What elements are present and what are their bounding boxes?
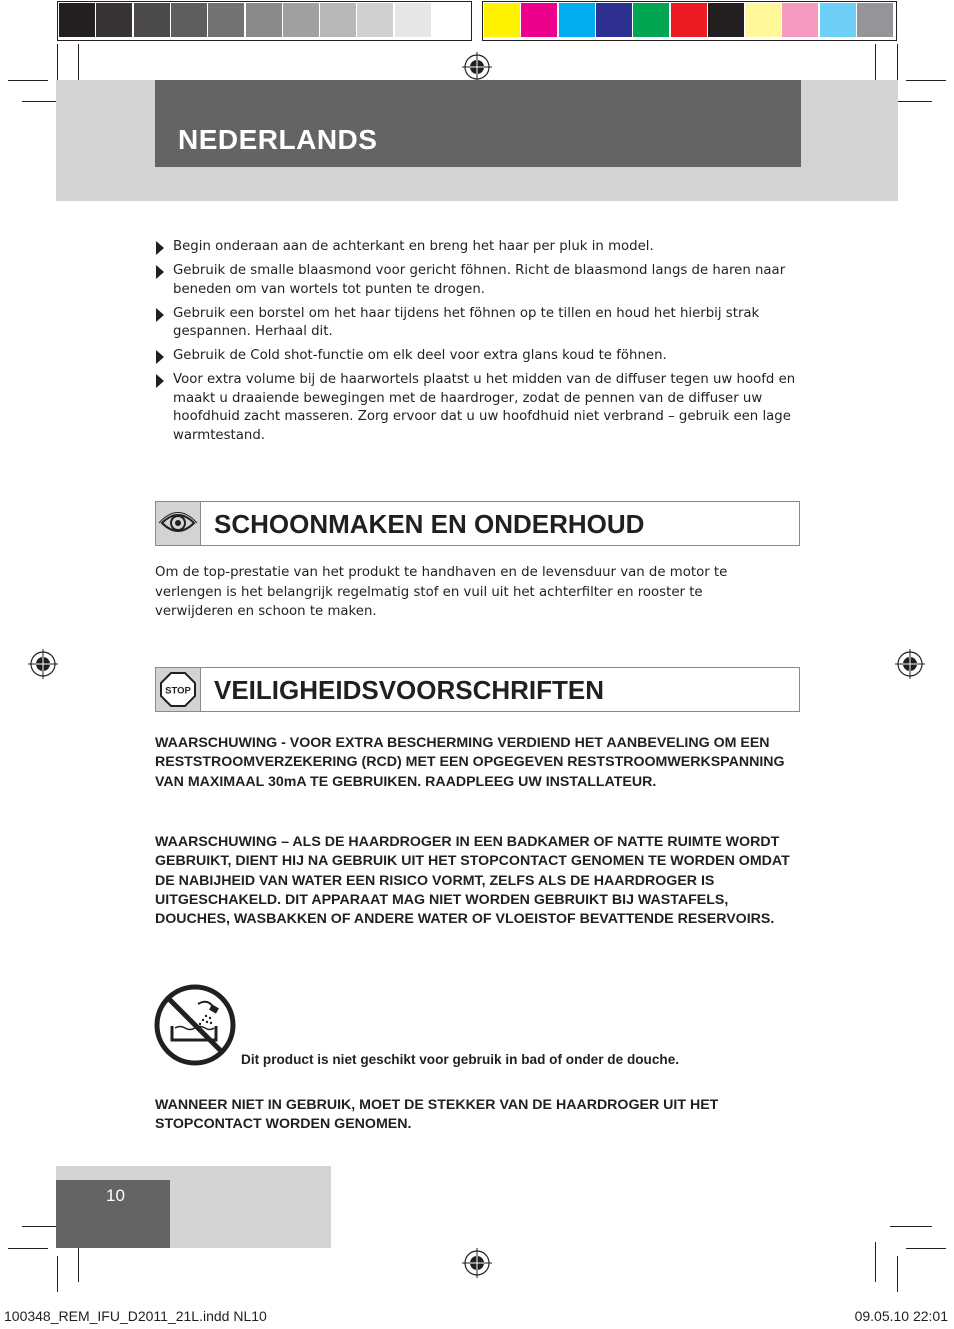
instruction-list — [155, 238, 805, 451]
color-swatch — [782, 3, 818, 37]
crop-mark — [57, 1256, 58, 1292]
color-swatch — [671, 3, 707, 37]
warning-bathroom: WAARSCHUWING – ALS DE HAARDROGER IN EEN BADKAMER OF NATTE RUIMTE WORDT GEBRUIKT, DIENT HIJ NA GEBRUIK UIT HET STOPCONTACT GENOMEN TE WORDEN OMDAT DE NABIJHEID VAN WATER EEN RISICO VORMT, ZELFS ALS DE HAARDROGER IS UITGESCHAKELD. DIT APPARAAT MAG NIET WORDEN GEBRUIKT BIJ WASTAFELS, DOUCHES, WASBAKKEN OF ANDERE WATER OF VLOEISTOF BEVATTENDE RESERVOIRS. — [155, 834, 790, 928]
list-item: Gebruik de Cold shot-functie om elk deel voor extra glans koud te föhnen. — [155, 347, 805, 366]
bullet-triangle-icon — [156, 241, 164, 255]
gray-swatch — [208, 3, 244, 37]
registration-mark-icon — [462, 52, 492, 82]
bullet-triangle-icon — [156, 374, 164, 388]
crop-mark — [890, 1226, 932, 1227]
gray-swatch — [246, 3, 282, 37]
warning-unplug: WANNEER NIET IN GEBRUIK, MOET DE STEKKER VAN DE HAARDROGER UIT HET STOPCONTACT WORDEN GENOMEN. — [155, 1097, 719, 1133]
section-header-safety — [155, 667, 800, 712]
crop-mark — [8, 1248, 48, 1249]
stop-sign-icon — [156, 668, 200, 711]
cleaning-paragraph: Om de top-prestatie van het produkt te handhaven en de levensduur van de motor te verlengen is het belangrijk regelmatig stof en vuil uit het achterfilter en rooster te verwijderen en schoon te maken. — [155, 565, 728, 619]
gray-swatch — [357, 3, 393, 37]
color-swatch — [745, 3, 781, 37]
list-item: Begin onderaan aan de achterkant en breng het haar per pluk in model. — [155, 238, 805, 257]
svg-text:STOP: STOP — [165, 685, 191, 697]
bullet-triangle-icon — [156, 350, 164, 364]
eye-icon — [156, 502, 200, 545]
bullet-triangle-icon — [156, 308, 164, 322]
crop-mark — [8, 80, 48, 81]
bullet-triangle-icon — [156, 265, 164, 279]
slug-filename: 100348_REM_IFU_D2011_21L.indd NL10 — [4, 1308, 267, 1324]
registration-mark-icon — [462, 1248, 492, 1278]
color-swatch — [857, 3, 893, 37]
warning-rcd: WAARSCHUWING - VOOR EXTRA BESCHERMING VERDIEND HET AANBEVELING OM EEN RESTSTROOMVERZEKERING (RCD) MET EEN OPGEGEVEN RESTSTROOMWERKSPANNING VAN MAXIMAAL 30mA TE GEBRUIKEN. RAADPLEEG UW INSTALLATEUR. — [155, 735, 785, 790]
color-swatch — [708, 3, 744, 37]
crop-mark — [897, 1256, 898, 1292]
page-title: NEDERLANDS — [178, 124, 378, 155]
color-swatch — [521, 3, 557, 37]
crop-mark — [78, 1242, 79, 1282]
color-swatch — [633, 3, 669, 37]
gray-swatch — [134, 3, 170, 37]
gray-swatch — [59, 3, 95, 37]
gray-swatch — [171, 3, 207, 37]
page-number: 10 — [106, 1186, 125, 1205]
no-bath-shower-icon — [154, 984, 236, 1066]
crop-mark — [875, 1242, 876, 1282]
gray-swatch — [395, 3, 431, 37]
gray-swatch — [96, 3, 132, 37]
registration-mark-icon — [28, 649, 58, 679]
gray-swatch — [320, 3, 356, 37]
no-bath-caption: Dit product is niet geschikt voor gebruik in bad of onder de douche. — [241, 1052, 680, 1067]
slug-timestamp: 09.05.10 22:01 — [854, 1308, 948, 1324]
registration-mark-icon — [895, 649, 925, 679]
section-title: VEILIGHEIDSVOORSCHRIFTEN — [214, 675, 605, 705]
color-swatch — [820, 3, 856, 37]
crop-mark — [57, 44, 58, 80]
crop-mark — [897, 44, 898, 80]
section-title: SCHOONMAKEN EN ONDERHOUD — [214, 509, 645, 539]
list-item: Voor extra volume bij de haarwortels plaatst u het midden van de diffuser tegen uw hoofd en maakt u draaiende bewegingen met de haardroger, zodat de pennen van de diffuser uw hoofdhuid zacht masseren. Zorg ervoor dat u uw hoofdhuid niet verbrand – gebruik een lage warmtestand. — [155, 371, 805, 445]
list-item: Gebruik de smalle blaasmond voor gericht föhnen. Richt de blaasmond langs de haren naar beneden om van wortels tot punten te drogen. — [155, 262, 805, 299]
color-swatch — [596, 3, 632, 37]
gray-swatch — [432, 3, 468, 37]
crop-mark — [906, 1248, 946, 1249]
gray-swatch — [283, 3, 319, 37]
color-swatch — [559, 3, 595, 37]
section-header-cleaning — [155, 501, 800, 546]
list-item: Gebruik een borstel om het haar tijdens het föhnen op te tillen en houd het hierbij strak gespannen. Herhaal dit. — [155, 305, 805, 342]
color-swatch — [484, 3, 520, 37]
crop-mark — [906, 80, 946, 81]
